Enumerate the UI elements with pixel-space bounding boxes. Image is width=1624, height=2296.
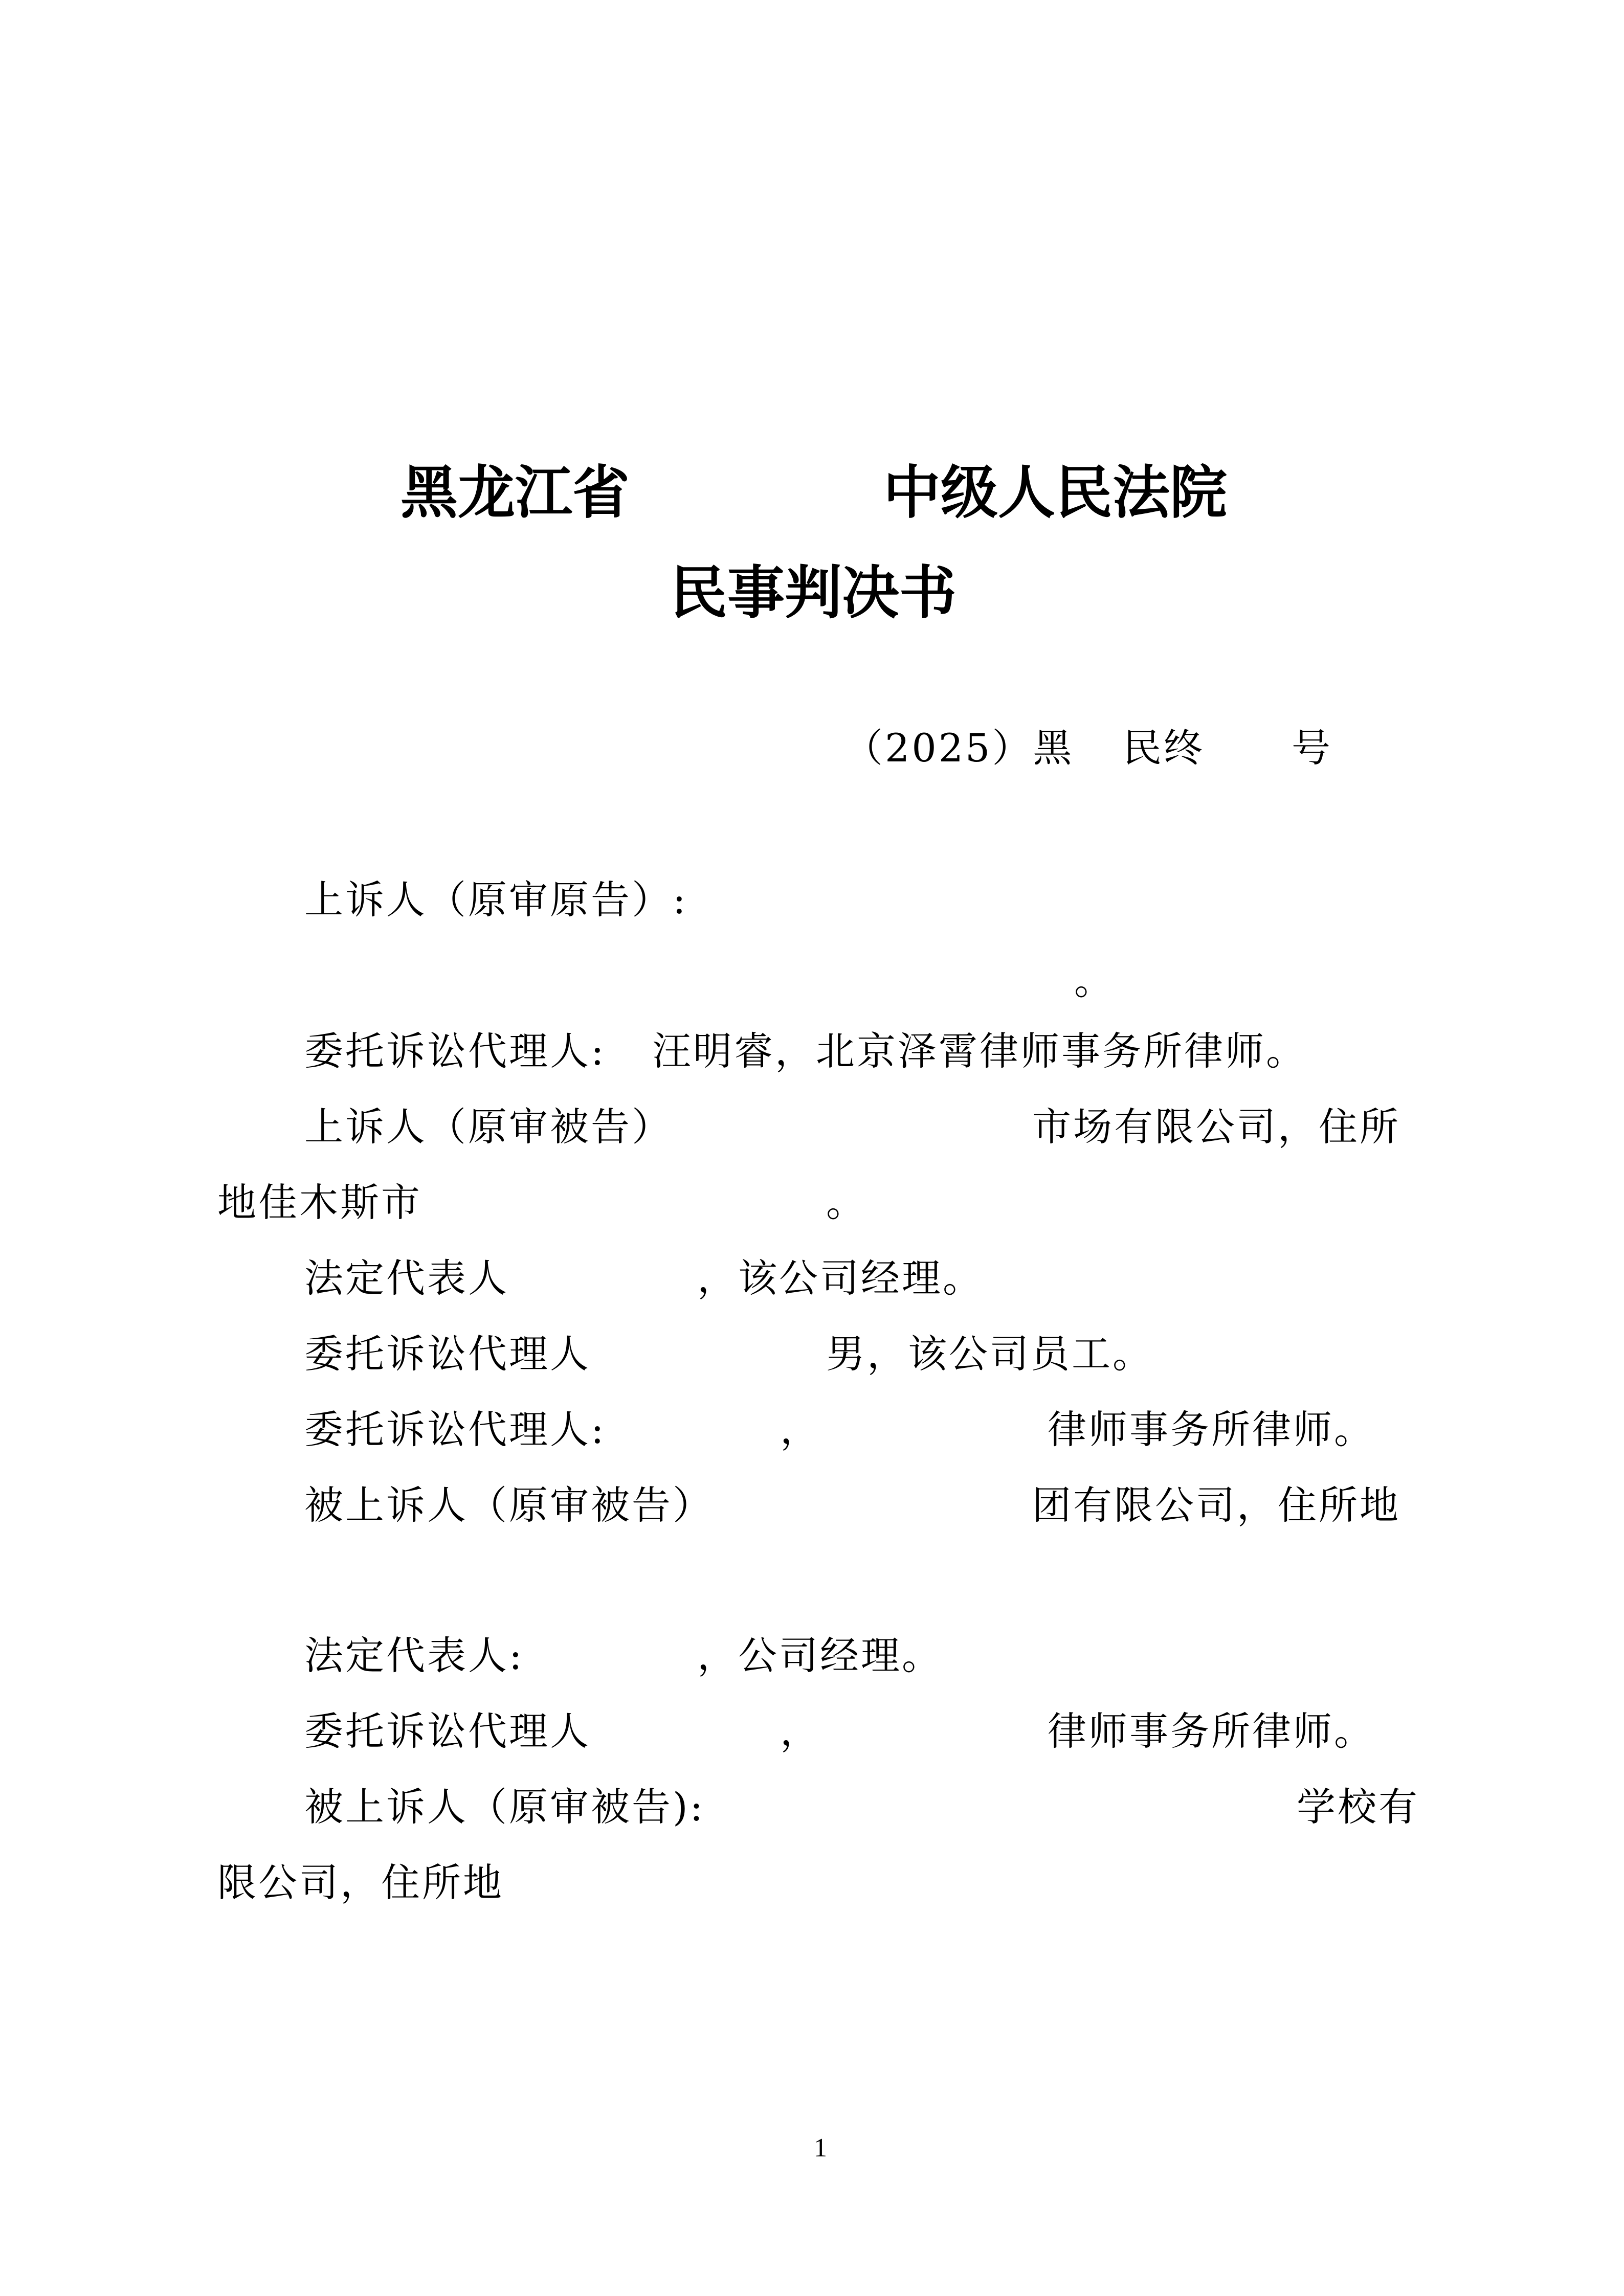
agent-3-text: 律师事务所律师。 xyxy=(1048,1407,1375,1452)
respondent-2-address: 限公司，住所地 xyxy=(217,1860,504,1905)
agent-4-label: 委托诉讼代理人 xyxy=(304,1708,591,1754)
agent-3-label: 委托诉讼代理人: xyxy=(304,1407,606,1452)
agent-2-text: 男，该公司员工。 xyxy=(826,1331,1153,1377)
agent-1-text: 汪明睿，北京泽霄律师事务所律师。 xyxy=(652,1028,1307,1074)
appellant-defendant-address-end: 。 xyxy=(826,1180,867,1225)
legal-rep-2-text: ，公司经理。 xyxy=(697,1633,943,1678)
page-number: 1 xyxy=(814,2133,827,2163)
respondent-1-label: 被上诉人（原审被告） xyxy=(304,1482,714,1528)
legal-rep-2-label: 法定代表人: xyxy=(304,1633,524,1678)
appellant-plaintiff-label: 上诉人（原审原告）: xyxy=(304,877,688,922)
court-province: 黑龙江省 xyxy=(401,460,630,526)
agent-4-text: 律师事务所律师。 xyxy=(1048,1708,1375,1754)
appellant-plaintiff-end: 。 xyxy=(1074,958,1115,1003)
case-number-prefix: （2025）黑 xyxy=(844,725,1074,771)
agent-1-label: 委托诉讼代理人: xyxy=(304,1028,606,1074)
agent-3-comma: ， xyxy=(780,1407,821,1452)
respondent-1-text: 团有限公司，住所地 xyxy=(1032,1482,1400,1528)
legal-rep-1-label: 法定代表人 xyxy=(304,1255,509,1301)
case-number-suffix: 号 xyxy=(1292,725,1332,771)
appellant-defendant-label: 上诉人（原审被告） xyxy=(304,1104,673,1150)
agent-2-label: 委托诉讼代理人 xyxy=(304,1331,591,1377)
respondent-2-text: 学校有 xyxy=(1297,1784,1419,1830)
document-type-title: 民事判决书 xyxy=(670,560,956,626)
agent-4-comma: ， xyxy=(780,1708,821,1754)
case-number-middle: 民终 xyxy=(1123,725,1205,771)
court-name: 中级人民法院 xyxy=(883,460,1227,526)
appellant-defendant-text: 市场有限公司，住所 xyxy=(1032,1104,1400,1150)
legal-rep-1-text: ，该公司经理。 xyxy=(697,1255,984,1301)
respondent-2-label: 被上诉人（原审被告): xyxy=(304,1784,705,1830)
appellant-defendant-address: 地佳木斯市 xyxy=(217,1180,422,1225)
